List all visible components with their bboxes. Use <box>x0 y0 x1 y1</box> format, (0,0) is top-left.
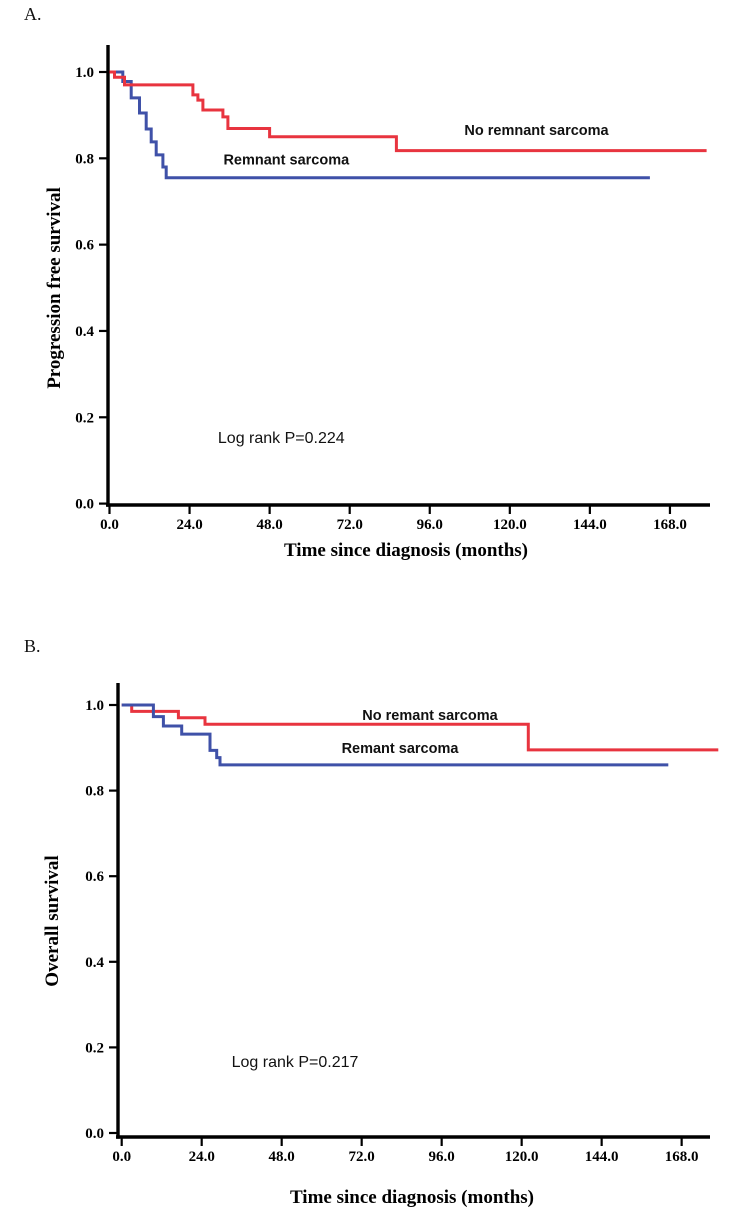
curve-label-remnant-sarcoma: Remnant sarcoma <box>223 152 350 169</box>
y-tick-label: 0.4 <box>85 954 104 971</box>
y-tick-label: 0.0 <box>75 496 94 513</box>
y-tick-label: 0.8 <box>75 151 94 168</box>
panel-a-letter: A. <box>24 4 42 24</box>
x-tick-label: 24.0 <box>176 517 203 533</box>
curve-label-no-remant-sarcoma: No remant sarcoma <box>362 707 498 724</box>
curve-label-no-remnant-sarcoma: No remnant sarcoma <box>464 122 609 139</box>
y-tick-label: 1.0 <box>85 698 104 714</box>
x-tick-label: 168.0 <box>653 517 687 533</box>
y-tick-label: 0.0 <box>85 1126 104 1142</box>
y-axis-title: Overall survival <box>42 855 63 987</box>
x-tick-label: 96.0 <box>428 1149 455 1165</box>
x-tick-label: 48.0 <box>256 517 283 533</box>
x-tick-label: 72.0 <box>336 517 363 533</box>
y-tick-label: 0.2 <box>85 1040 104 1057</box>
x-tick-label: 24.0 <box>188 1149 215 1165</box>
x-tick-label: 120.0 <box>504 1149 539 1165</box>
survival-curve-no-remnant-sarcoma <box>110 72 707 151</box>
x-tick-label: 0.0 <box>100 517 119 533</box>
curve-label-remant-sarcoma: Remant sarcoma <box>341 740 459 757</box>
x-tick-label: 48.0 <box>268 1149 295 1165</box>
y-tick-label: 0.6 <box>85 869 104 886</box>
x-tick-label: 144.0 <box>573 517 607 533</box>
y-tick-label: 0.2 <box>75 410 94 427</box>
log-rank-annotation: Log rank P=0.224 <box>217 429 345 447</box>
x-tick-label: 144.0 <box>584 1149 619 1165</box>
x-tick-label: 168.0 <box>664 1149 699 1165</box>
x-tick-label: 96.0 <box>416 517 443 533</box>
x-tick-label: 72.0 <box>348 1149 375 1165</box>
x-tick-label: 0.0 <box>112 1149 132 1165</box>
x-axis-title: Time since diagnosis (months) <box>289 1187 535 1208</box>
y-tick-label: 0.6 <box>75 237 94 254</box>
log-rank-annotation: Log rank P=0.217 <box>231 1053 359 1071</box>
y-tick-label: 0.4 <box>75 323 94 340</box>
x-axis-title: Time since diagnosis (months) <box>283 540 529 561</box>
y-tick-label: 0.8 <box>85 783 104 800</box>
progression-free-survival-chart <box>0 0 744 605</box>
x-tick-label: 120.0 <box>492 517 527 533</box>
overall-survival-chart <box>0 610 744 1221</box>
y-axis-title: Progression free survival <box>44 187 65 389</box>
y-tick-label: 1.0 <box>75 65 94 81</box>
panel-b-letter: B. <box>24 636 41 656</box>
